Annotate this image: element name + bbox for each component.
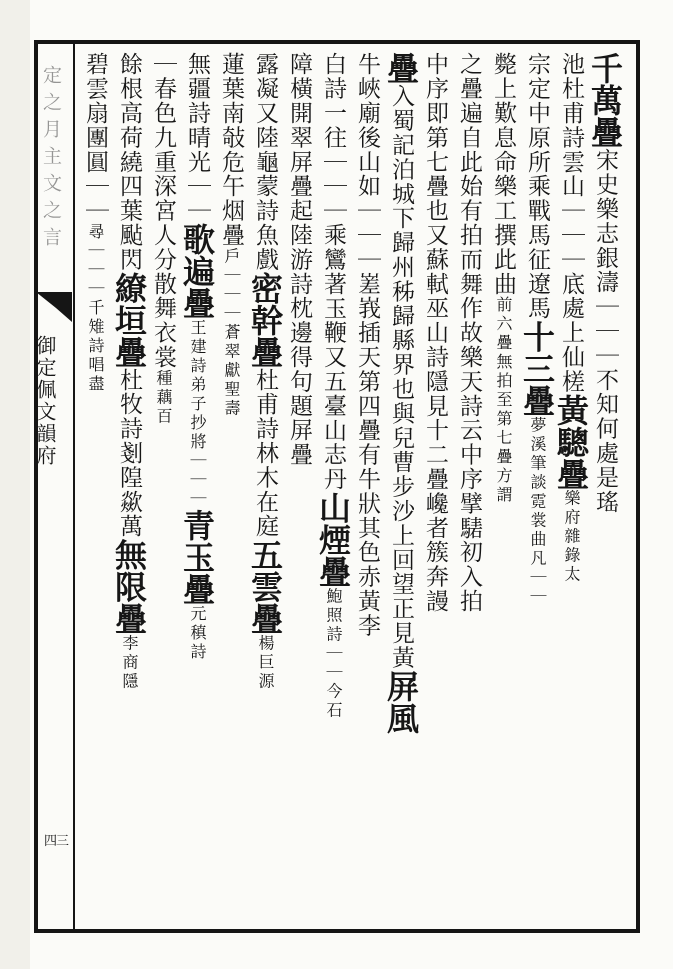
text-column bbox=[588, 52, 622, 912]
annotation: 李商隱 bbox=[120, 634, 139, 692]
text-segment: 宮人分散舞衣裳 bbox=[150, 198, 176, 370]
entry-headword: 青玉疊 bbox=[178, 508, 216, 605]
text-segment: 乘鸞著玉鞭又五臺山志丹 bbox=[320, 222, 346, 492]
book-title: 御定佩文韻府 bbox=[33, 335, 57, 467]
text-segment: 杜牧詩剗隍歘萬 bbox=[116, 367, 142, 539]
annotation: 尋｜｜｜千雉 bbox=[86, 222, 105, 337]
annotation: 樂府雜錄太 bbox=[562, 489, 581, 585]
text-column bbox=[418, 52, 452, 912]
text-column bbox=[146, 52, 180, 912]
text-segment: 障橫開翠屏疊起陸游詩枕邊得句題屏疊 bbox=[286, 52, 312, 467]
annotation: 詩唱盡 bbox=[86, 336, 105, 394]
text-segment: ｜｜｜底處上仙槎 bbox=[558, 198, 584, 394]
page-number: 四三 bbox=[44, 834, 69, 849]
text-column bbox=[520, 52, 554, 912]
fish-tail-mark-icon bbox=[34, 290, 74, 324]
text-column bbox=[180, 52, 214, 912]
entry-headword: 疊 bbox=[382, 52, 420, 84]
text-column bbox=[282, 52, 316, 912]
text-column bbox=[554, 52, 588, 912]
text-segment: 露凝又陸龜蒙詩魚戲 bbox=[252, 52, 278, 272]
text-columns bbox=[78, 52, 622, 912]
annotation: 元稹詩 bbox=[188, 604, 207, 662]
annotation: 夢溪筆談霓裳曲凡｜｜ bbox=[528, 416, 547, 607]
entry-headword: 十三疊 bbox=[518, 320, 556, 417]
entry-headword: 歌遍疊 bbox=[178, 222, 216, 319]
entry-headword: 無限疊 bbox=[110, 538, 148, 635]
text-segment: 池杜甫詩雲山 bbox=[558, 52, 584, 199]
text-segment: 杜甫詩林木在庭 bbox=[252, 367, 278, 539]
gutter-divider bbox=[73, 44, 75, 929]
annotation: 獻聖壽 bbox=[222, 361, 241, 419]
text-segment: 宋史樂志銀濤 bbox=[592, 148, 618, 295]
entry-headword: 千萬疊 bbox=[586, 52, 624, 148]
text-column bbox=[214, 52, 248, 912]
entry-headword: 山煙疊 bbox=[314, 491, 352, 588]
text-segment: 無疆詩晴光｜｜ bbox=[184, 52, 210, 223]
text-segment: 牛峽廟後山如 bbox=[354, 52, 380, 199]
text-segment: 嵳峩插天第四疊有牛狀其色赤黃李 bbox=[354, 271, 380, 638]
entry-headword: 黃驄疊 bbox=[552, 393, 590, 490]
page-edge bbox=[0, 0, 30, 969]
text-segment: 中序即第七疊也又蘇軾巫山詩隱見十二疊巉者簇奔謾 bbox=[422, 52, 448, 614]
text-segment: ｜春色九重深 bbox=[150, 52, 176, 199]
text-segment: ｜｜｜ bbox=[354, 198, 380, 272]
annotation: 戶｜｜｜蒼翠 bbox=[222, 247, 241, 362]
annotation: 前六疊無拍至第七疊方謂 bbox=[494, 296, 513, 505]
text-column bbox=[384, 52, 418, 912]
text-column bbox=[112, 52, 146, 912]
text-column bbox=[452, 52, 486, 912]
annotation: 種藕百 bbox=[154, 369, 173, 427]
text-segment: 碧雲扇團圓｜｜ bbox=[82, 52, 108, 223]
entry-headword: 五雲疊 bbox=[246, 538, 284, 635]
text-column bbox=[78, 52, 112, 912]
annotation: 王建詩弟子抄將｜｜｜ bbox=[188, 318, 207, 509]
text-column bbox=[486, 52, 520, 912]
gutter-partial-text: 定之月主文之言 bbox=[40, 65, 62, 254]
annotation: 楊巨源 bbox=[256, 634, 275, 692]
entry-headword: 密幹疊 bbox=[246, 271, 284, 368]
text-segment: 之疊遍自此始有拍而舞作故樂天詩云中序擘騞初入拍 bbox=[456, 52, 482, 614]
text-segment: 白詩一往 bbox=[320, 52, 346, 150]
text-segment: 餘根高荷繞四葉颭閃 bbox=[116, 52, 142, 272]
text-segment: 入蜀記泊城下歸州秭歸縣界也與兒曹步沙上回望正見黃 bbox=[388, 84, 414, 670]
text-column bbox=[316, 52, 350, 912]
text-column bbox=[248, 52, 282, 912]
entry-headword: 繚垣疊 bbox=[110, 271, 148, 368]
text-column bbox=[350, 52, 384, 912]
annotation: 鮑照詩｜｜今石 bbox=[324, 587, 343, 721]
text-segment: 蓮葉南敧危午烟疊 bbox=[218, 52, 244, 248]
text-segment: 宗定中原所乘戰馬征遼馬 bbox=[524, 52, 550, 321]
text-segment: ｜｜｜ bbox=[320, 149, 346, 223]
entry-headword: 屏風 bbox=[382, 669, 420, 734]
text-segment: 斃上歎息命樂工撰此曲 bbox=[490, 52, 516, 296]
text-segment: ｜｜｜不知何處是瑤 bbox=[592, 294, 618, 515]
